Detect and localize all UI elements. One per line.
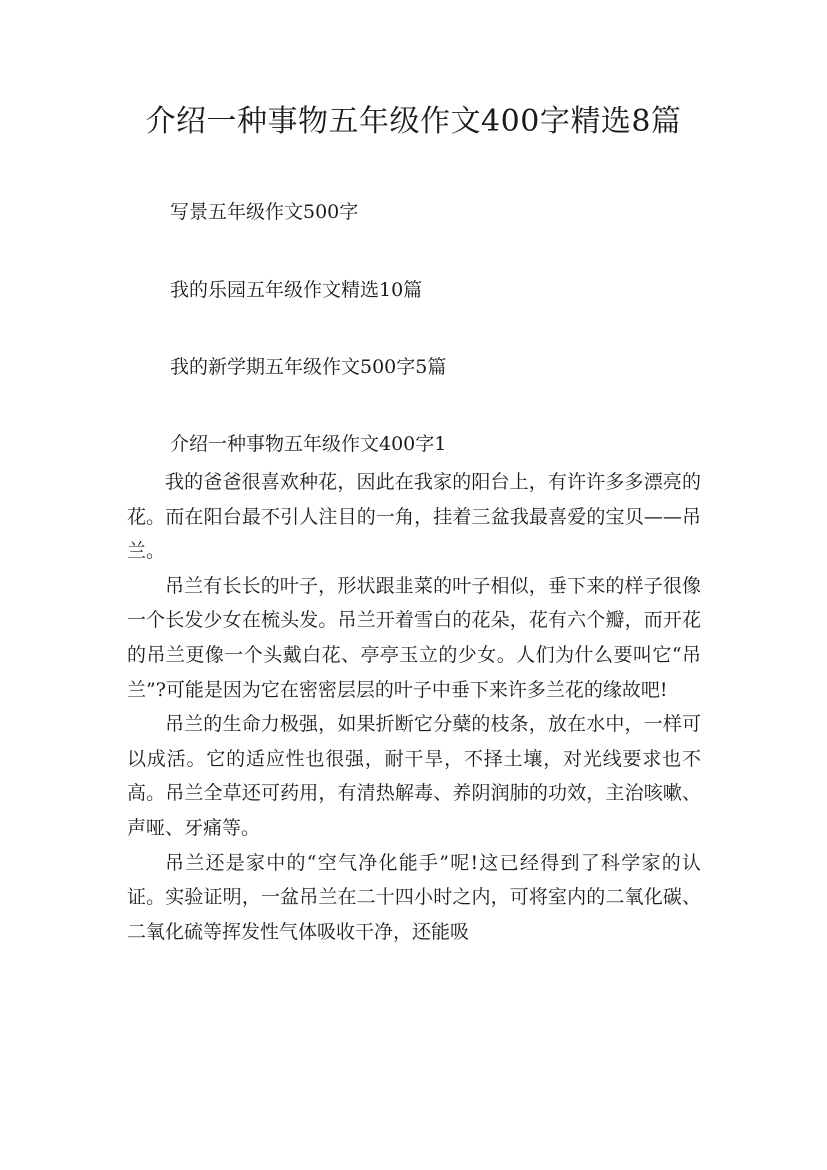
related-link-2[interactable]: 我的乐园五年级作文精选10篇 [170,279,423,301]
paragraph-3: 吊兰的生命力极强，如果折断它分蘖的枝条，放在水中，一样可以成活。它的适应性也很强，耐干旱，不择土壤，对光线要求也不高。吊兰全草还可药用，有清热解毒、养阴润肺的功效，主治咳嗽、声哑、牙痛等。 [127,713,701,839]
paragraph-1: 我的爸爸很喜欢种花，因此在我家的阳台上，有许许多多漂亮的花。而在阳台最不引人注目的一角，挂着三盆我最喜爱的宝贝——吊兰。 [127,471,701,563]
document-title: 介绍一种事物五年级作文400字精选8篇 [145,104,682,139]
related-link-1[interactable]: 写景五年级作文500字 [170,201,359,223]
essay-body [127,465,701,949]
related-link-3[interactable]: 我的新学期五年级作文500字5篇 [170,356,447,378]
essay-title: 介绍一种事物五年级作文400字1 [170,433,447,455]
paragraph-2: 吊兰有长长的叶子，形状跟韭菜的叶子相似，垂下来的样子很像一个长发少女在梳头发。吊兰开着雪白的花朵，花有六个瓣，而开花的吊兰更像一个头戴白花、亭亭玉立的少女。人们为什么要叫它“吊兰”?可能是因为它在密密层层的叶子中垂下来许多兰花的缘故吧! [127,574,701,701]
paragraph-4: 吊兰还是家中的“空气净化能手”呢!这已经得到了科学家的认证。实验证明，一盆吊兰在二十四小时之内，可将室内的二氧化碳、二氧化硫等挥发性气体吸收干净，还能吸 [127,851,701,943]
